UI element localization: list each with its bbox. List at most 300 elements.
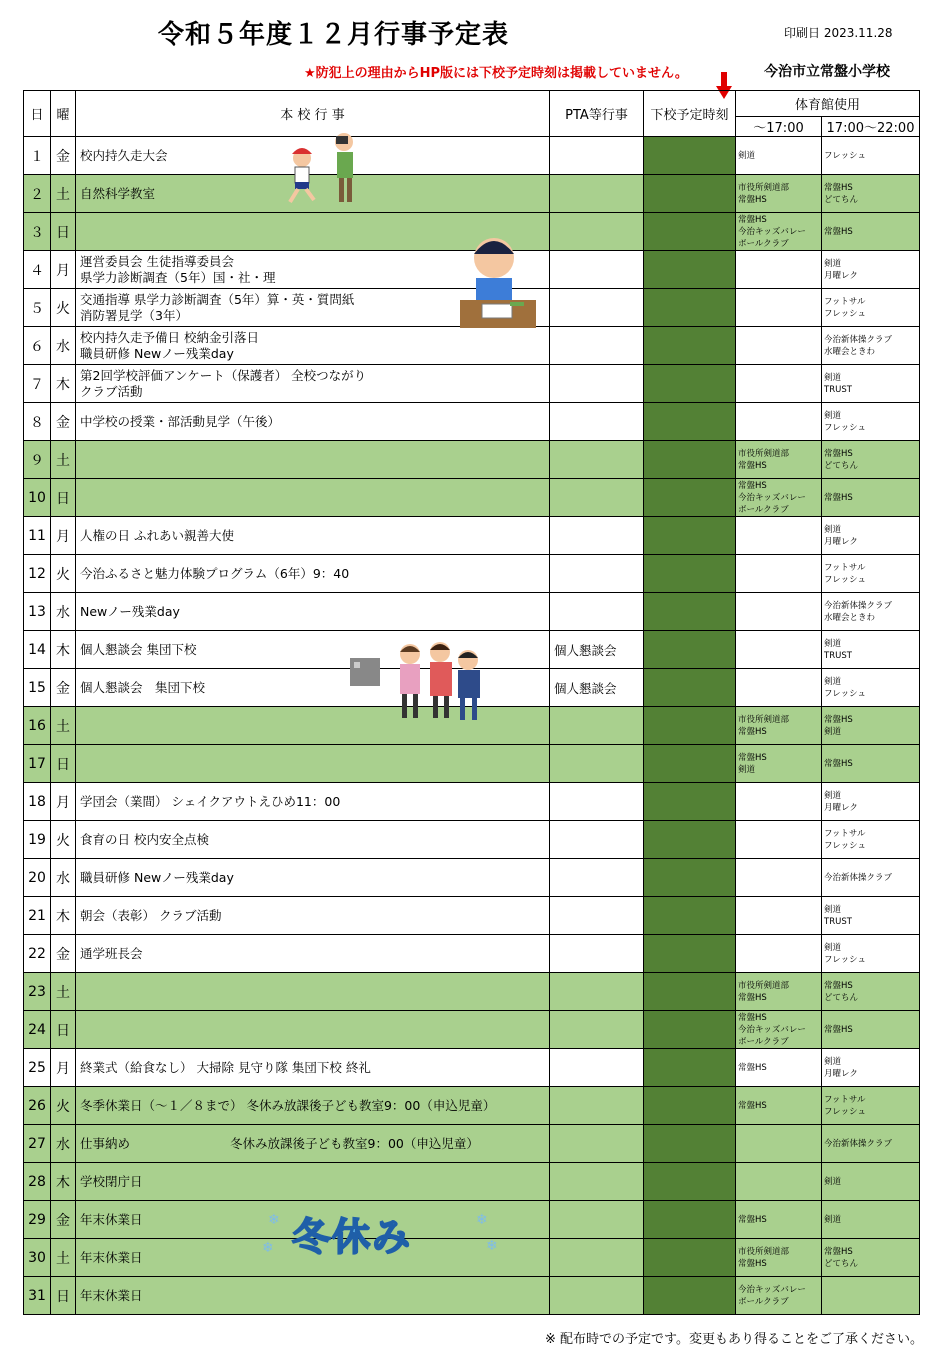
pta-cell: [550, 365, 644, 403]
dismissal-cell: [644, 1201, 736, 1239]
walking-home-illustration: [350, 640, 492, 724]
event-line: 終業式（給食なし） 大掃除 見守り隊 集団下校 終礼: [80, 1059, 371, 1075]
gym-entry: フレッシュ: [824, 1106, 866, 1117]
gym-entry: 常盤HS: [738, 1214, 767, 1225]
event-cell: [76, 821, 550, 859]
event-line: クラブ活動: [80, 383, 143, 399]
weekday-cell: 火: [51, 821, 76, 859]
weekday-cell: 日: [51, 479, 76, 517]
gym-entry: 剣道: [824, 1214, 842, 1225]
event-cell: [76, 441, 550, 479]
table-row: [24, 517, 920, 555]
day-cell: ６: [24, 327, 51, 365]
gym-entry: 今治新体操クラブ: [824, 872, 893, 883]
table-row: [24, 859, 920, 897]
pta-cell: [550, 403, 644, 441]
gym-entry: 月曜レク: [824, 1068, 858, 1079]
gym-early-cell: [736, 1201, 822, 1239]
dismissal-cell: [644, 441, 736, 479]
gym-late-cell: [822, 213, 920, 251]
table-row: [24, 1125, 920, 1163]
table-row: [24, 1201, 920, 1239]
gym-entry: フットサル: [824, 562, 866, 573]
gym-early-cell: [736, 1087, 822, 1125]
table-row: [24, 745, 920, 783]
event-line: 県学力診断調査（5年）国・社・理: [80, 269, 276, 285]
day-cell: 18: [24, 783, 51, 821]
snowflake-icon: ❄: [486, 1238, 498, 1254]
gym-late-cell: [822, 1125, 920, 1163]
gym-entry: 常盤HS: [824, 980, 853, 991]
gym-entry: 常盤HS: [738, 1100, 767, 1111]
gym-early-cell: [736, 327, 822, 365]
weekday-cell: 火: [51, 1087, 76, 1125]
gym-entry: 常盤HS: [824, 182, 853, 193]
table-row: [24, 897, 920, 935]
pta-cell: [550, 897, 644, 935]
pta-cell: [550, 289, 644, 327]
gym-entry: 市役所剣道部: [738, 448, 790, 459]
gym-entry: 常盤HS: [738, 460, 767, 471]
gym-entry: 剣道: [824, 372, 842, 383]
day-cell: 16: [24, 707, 51, 745]
dismissal-cell: [644, 1011, 736, 1049]
pta-cell: [550, 1239, 644, 1277]
dismissal-cell: [644, 137, 736, 175]
table-row: [24, 365, 920, 403]
gym-entry: 月曜レク: [824, 802, 858, 813]
weekday-cell: 金: [51, 669, 76, 707]
gym-late-cell: [822, 555, 920, 593]
event-cell: [76, 365, 550, 403]
day-cell: 28: [24, 1163, 51, 1201]
gym-late-cell: [822, 669, 920, 707]
event-line: 個人懇談会 集団下校: [80, 679, 206, 695]
weekday-cell: 木: [51, 1163, 76, 1201]
snowflake-icon: ❄: [268, 1212, 280, 1228]
gym-entry: 常盤HS: [824, 1246, 853, 1257]
dismissal-cell: [644, 669, 736, 707]
pta-cell: [550, 251, 644, 289]
gym-late-cell: [822, 175, 920, 213]
gym-early-cell: [736, 289, 822, 327]
gym-entry: 剣道: [824, 942, 842, 953]
gym-entry: フットサル: [824, 296, 866, 307]
day-cell: 31: [24, 1277, 51, 1315]
dismissal-cell: [644, 1277, 736, 1315]
gym-entry: 剣道: [824, 524, 842, 535]
dismissal-cell: [644, 403, 736, 441]
event-cell: [76, 1049, 550, 1087]
header-weekday: 曜: [51, 91, 76, 137]
gym-late-cell: [822, 935, 920, 973]
event-line: 今治ふるさと魅力体験プログラム（6年）9：40: [80, 565, 350, 581]
event-cell: [76, 1087, 550, 1125]
gym-entry: どてちん: [824, 992, 859, 1003]
table-row: [24, 593, 920, 631]
pta-cell: [550, 555, 644, 593]
pta-cell: [550, 175, 644, 213]
dismissal-cell: [644, 365, 736, 403]
weekday-cell: 月: [51, 783, 76, 821]
day-cell: 27: [24, 1125, 51, 1163]
table-row: [24, 783, 920, 821]
day-cell: 24: [24, 1011, 51, 1049]
event-line: 年末休業日: [80, 1211, 143, 1227]
table-row: [24, 973, 920, 1011]
day-cell: 19: [24, 821, 51, 859]
gym-entry: 常盤HS: [738, 726, 767, 737]
weekday-cell: 土: [51, 175, 76, 213]
gym-late-cell: [822, 821, 920, 859]
event-line: 通学班長会: [80, 945, 143, 961]
gym-entry: 今治キッズバレー: [738, 492, 806, 503]
table-row: [24, 1087, 920, 1125]
weekday-cell: 土: [51, 707, 76, 745]
winter-break-label: 冬休み: [292, 1215, 413, 1259]
gym-early-cell: [736, 441, 822, 479]
gym-entry: 常盤HS: [824, 226, 853, 237]
table-row: [24, 1049, 920, 1087]
event-line: 消防署見学（3年）: [80, 307, 188, 323]
event-cell: [76, 897, 550, 935]
gym-entry: 常盤HS: [824, 1024, 853, 1035]
event-line: 人権の日 ふれあい親善大使: [80, 527, 234, 543]
gym-late-cell: [822, 137, 920, 175]
gym-late-cell: [822, 631, 920, 669]
gym-entry: フットサル: [824, 1094, 866, 1105]
event-line: 年末休業日: [80, 1249, 143, 1265]
gym-late-cell: [822, 479, 920, 517]
weekday-cell: 金: [51, 935, 76, 973]
gym-entry: 市役所剣道部: [738, 714, 790, 725]
gym-late-cell: [822, 897, 920, 935]
gym-entry: 常盤HS: [738, 1012, 767, 1023]
event-cell: [76, 783, 550, 821]
day-cell: 20: [24, 859, 51, 897]
pta-cell: [550, 1011, 644, 1049]
gym-entry: ボールクラブ: [738, 238, 789, 249]
gym-early-cell: [736, 555, 822, 593]
gym-entry: 剣道: [824, 1056, 842, 1067]
pta-cell: [550, 1125, 644, 1163]
marathon-illustration: [282, 130, 364, 206]
table-row: [24, 137, 920, 175]
gym-entry: 今治新体操クラブ: [824, 1138, 893, 1149]
dismissal-cell: [644, 175, 736, 213]
table-row: [24, 935, 920, 973]
day-cell: ５: [24, 289, 51, 327]
table-row: [24, 327, 920, 365]
gym-entry: どてちん: [824, 194, 859, 205]
gym-early-cell: [736, 897, 822, 935]
gym-entry: どてちん: [824, 460, 859, 471]
event-line: 仕事納め 冬休み放課後子ども教室9：00（申込児童）: [80, 1135, 479, 1151]
dismissal-cell: [644, 517, 736, 555]
gym-entry: フレッシュ: [824, 574, 866, 585]
dismissal-cell: [644, 745, 736, 783]
day-cell: 29: [24, 1201, 51, 1239]
weekday-cell: 木: [51, 897, 76, 935]
table-row: [24, 555, 920, 593]
dismissal-cell: [644, 213, 736, 251]
gym-entry: 剣道: [824, 258, 842, 269]
dismissal-cell: [644, 631, 736, 669]
weekday-cell: 日: [51, 1011, 76, 1049]
gym-entry: 常盤HS: [738, 194, 767, 205]
table-row: [24, 175, 920, 213]
event-cell: [76, 935, 550, 973]
weekday-cell: 月: [51, 517, 76, 555]
gym-entry: 市役所剣道部: [738, 980, 790, 991]
gym-entry: 剣道: [824, 410, 842, 421]
gym-entry: 常盤HS: [738, 752, 767, 763]
dismissal-cell: [644, 593, 736, 631]
dismissal-cell: [644, 327, 736, 365]
gym-early-cell: [736, 1277, 822, 1315]
dismissal-cell: [644, 859, 736, 897]
gym-early-cell: [736, 669, 822, 707]
weekday-cell: 土: [51, 973, 76, 1011]
gym-entry: 水曜会ときわ: [824, 612, 876, 623]
gym-early-cell: [736, 1011, 822, 1049]
gym-entry: 今治新体操クラブ: [824, 600, 893, 611]
gym-late-cell: [822, 707, 920, 745]
gym-entry: 剣道: [824, 790, 842, 801]
event-line: 朝会（表彰） クラブ活動: [80, 907, 222, 923]
gym-early-cell: [736, 251, 822, 289]
pta-cell: 個人懇談会: [550, 631, 644, 669]
day-cell: ３: [24, 213, 51, 251]
gym-entry: 市役所剣道部: [738, 182, 790, 193]
table-row: [24, 1011, 920, 1049]
gym-entry: 剣道: [738, 764, 756, 775]
table-row: [24, 1277, 920, 1315]
pta-cell: [550, 1049, 644, 1087]
weekday-cell: 金: [51, 403, 76, 441]
gym-entry: TRUST: [824, 650, 852, 661]
table-row: [24, 441, 920, 479]
event-line: 職員研修 Newノー残業day: [80, 869, 234, 885]
gym-entry: フレッシュ: [824, 688, 866, 699]
gym-late-cell: [822, 327, 920, 365]
gym-entry: 水曜会ときわ: [824, 346, 876, 357]
gym-early-cell: [736, 631, 822, 669]
gym-early-cell: [736, 1163, 822, 1201]
gym-early-cell: [736, 213, 822, 251]
pta-cell: 個人懇談会: [550, 669, 644, 707]
day-cell: 12: [24, 555, 51, 593]
dismissal-cell: [644, 973, 736, 1011]
event-cell: [76, 327, 550, 365]
gym-entry: フレッシュ: [824, 308, 866, 319]
header-events: 本 校 行 事: [76, 91, 550, 137]
dismissal-cell: [644, 783, 736, 821]
print-date: 印刷日 2023.11.28: [784, 26, 893, 40]
weekday-cell: 火: [51, 289, 76, 327]
weekday-cell: 金: [51, 137, 76, 175]
weekday-cell: 木: [51, 631, 76, 669]
dismissal-cell: [644, 897, 736, 935]
event-cell: [76, 1125, 550, 1163]
day-cell: 11: [24, 517, 51, 555]
gym-late-cell: [822, 1277, 920, 1315]
school-name: 今治市立常盤小学校: [764, 64, 890, 80]
event-line: 校内持久走大会: [80, 147, 168, 163]
weekday-cell: 土: [51, 1239, 76, 1277]
table-row: [24, 821, 920, 859]
gym-entry: 常盤HS: [738, 1258, 767, 1269]
gym-entry: フレッシュ: [824, 840, 866, 851]
page-title: 令和５年度１２月行事予定表: [158, 20, 510, 50]
pta-cell: [550, 327, 644, 365]
gym-late-cell: [822, 1239, 920, 1277]
weekday-cell: 土: [51, 441, 76, 479]
privacy-notice: ★防犯上の理由からHP版には下校予定時刻は掲載していません。: [304, 66, 688, 81]
weekday-cell: 月: [51, 251, 76, 289]
gym-late-cell: [822, 517, 920, 555]
gym-late-cell: [822, 593, 920, 631]
gym-entry: フレッシュ: [824, 422, 866, 433]
dismissal-cell: [644, 289, 736, 327]
header-pta: PTA等行事: [550, 91, 644, 137]
pta-cell: [550, 707, 644, 745]
gym-late-cell: [822, 1163, 920, 1201]
header-gym-early: ～17:00: [736, 117, 822, 137]
gym-entry: 剣道: [824, 904, 842, 915]
gym-late-cell: [822, 403, 920, 441]
header-gym: 体育館使用: [736, 91, 920, 117]
event-cell: [76, 479, 550, 517]
event-line: 中学校の授業・部活動見学（午後）: [80, 413, 281, 429]
day-cell: 15: [24, 669, 51, 707]
event-cell: [76, 1011, 550, 1049]
pta-cell: [550, 935, 644, 973]
event-cell: [76, 859, 550, 897]
gym-late-cell: [822, 441, 920, 479]
gym-entry: 今治キッズバレー: [738, 1024, 806, 1035]
weekday-cell: 水: [51, 859, 76, 897]
gym-entry: 常盤HS: [824, 492, 853, 503]
gym-early-cell: [736, 821, 822, 859]
day-cell: 30: [24, 1239, 51, 1277]
day-cell: 14: [24, 631, 51, 669]
weekday-cell: 日: [51, 745, 76, 783]
event-line: 食育の日 校内安全点検: [80, 831, 209, 847]
gym-early-cell: [736, 859, 822, 897]
gym-late-cell: [822, 251, 920, 289]
gym-late-cell: [822, 289, 920, 327]
gym-early-cell: [736, 517, 822, 555]
pta-cell: [550, 137, 644, 175]
gym-early-cell: [736, 403, 822, 441]
pta-cell: [550, 859, 644, 897]
gym-entry: 剣道: [824, 638, 842, 649]
gym-late-cell: [822, 1011, 920, 1049]
pta-cell: [550, 441, 644, 479]
gym-entry: ボールクラブ: [738, 504, 789, 515]
weekday-cell: 日: [51, 1277, 76, 1315]
weekday-cell: 水: [51, 1125, 76, 1163]
gym-entry: 剣道: [738, 150, 756, 161]
event-line: 運営委員会 生徒指導委員会: [80, 253, 234, 269]
gym-late-cell: [822, 859, 920, 897]
gym-early-cell: [736, 1125, 822, 1163]
snowflake-icon: ❄: [262, 1240, 274, 1256]
event-line: 個人懇談会 集団下校: [80, 641, 197, 657]
pta-cell: [550, 593, 644, 631]
gym-entry: 剣道: [824, 726, 842, 737]
pta-cell: [550, 783, 644, 821]
day-cell: １: [24, 137, 51, 175]
event-line: 交通指導 県学力診断調査（5年）算・英・質問紙: [80, 291, 355, 307]
gym-entry: ボールクラブ: [738, 1036, 789, 1047]
day-cell: ２: [24, 175, 51, 213]
dismissal-cell: [644, 479, 736, 517]
gym-early-cell: [736, 593, 822, 631]
weekday-cell: 水: [51, 593, 76, 631]
gym-entry: 月曜レク: [824, 536, 858, 547]
gym-early-cell: [736, 1049, 822, 1087]
dismissal-cell: [644, 935, 736, 973]
pta-cell: [550, 1087, 644, 1125]
gym-early-cell: [736, 783, 822, 821]
weekday-cell: 木: [51, 365, 76, 403]
footnote: ※ 配布時での予定です。変更もあり得ることをご了承ください。: [545, 1332, 923, 1347]
day-cell: 17: [24, 745, 51, 783]
gym-entry: 常盤HS: [824, 448, 853, 459]
gym-early-cell: [736, 707, 822, 745]
gym-entry: 今治キッズバレー: [738, 226, 806, 237]
event-line: 年末休業日: [80, 1287, 143, 1303]
gym-early-cell: [736, 973, 822, 1011]
gym-late-cell: [822, 745, 920, 783]
dismissal-cell: [644, 707, 736, 745]
pta-cell: [550, 1201, 644, 1239]
header-day: 日: [24, 91, 51, 137]
weekday-cell: 金: [51, 1201, 76, 1239]
pta-cell: [550, 479, 644, 517]
gym-entry: どてちん: [824, 1258, 859, 1269]
gym-entry: フレッシュ: [824, 150, 866, 161]
gym-early-cell: [736, 935, 822, 973]
day-cell: 21: [24, 897, 51, 935]
gym-early-cell: [736, 175, 822, 213]
gym-entry: 今治新体操クラブ: [824, 334, 893, 345]
dismissal-cell: [644, 1087, 736, 1125]
header-gym-late: 17:00～22:00: [822, 117, 920, 137]
event-cell: [76, 1163, 550, 1201]
pta-cell: [550, 973, 644, 1011]
day-cell: 23: [24, 973, 51, 1011]
gym-late-cell: [822, 973, 920, 1011]
gym-entry: 今治キッズバレー: [738, 1284, 806, 1295]
gym-entry: 常盤HS: [824, 714, 853, 725]
event-cell: [76, 593, 550, 631]
gym-early-cell: [736, 745, 822, 783]
dismissal-cell: [644, 555, 736, 593]
gym-late-cell: [822, 1087, 920, 1125]
event-cell: [76, 517, 550, 555]
gym-early-cell: [736, 137, 822, 175]
event-line: 校内持久走予備日 校納金引落日: [80, 329, 259, 345]
event-line: 冬季休業日（～１／８まで） 冬休み放課後子ども教室9：00（申込児童）: [80, 1097, 496, 1113]
gym-entry: 剣道: [824, 1176, 842, 1187]
gym-late-cell: [822, 365, 920, 403]
table-row: [24, 479, 920, 517]
gym-early-cell: [736, 479, 822, 517]
gym-entry: 常盤HS: [738, 214, 767, 225]
